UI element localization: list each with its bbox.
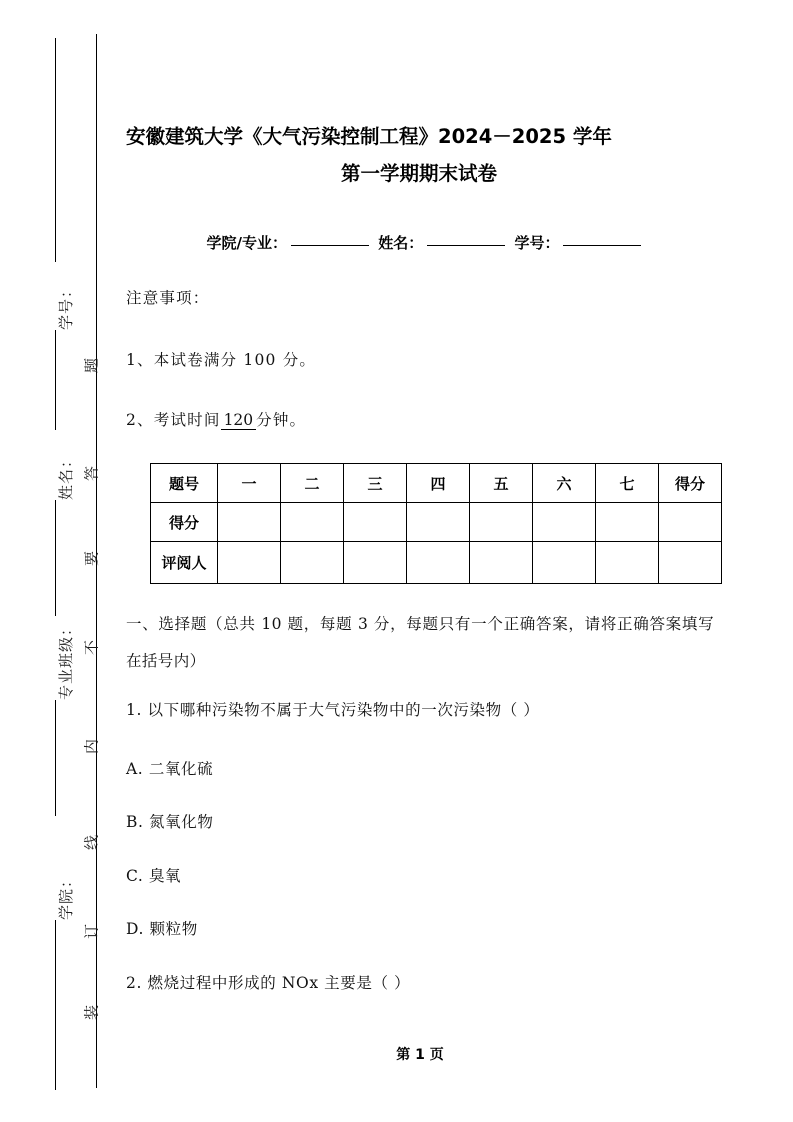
- title-line-1: 安徽建筑大学《大气污染控制工程》2024－2025 学年: [126, 125, 612, 148]
- reviewer-cell[interactable]: [533, 542, 596, 584]
- reviewer-cell[interactable]: [659, 542, 722, 584]
- table-row: [151, 503, 722, 542]
- college-major-label: 学院/专业：: [206, 234, 287, 252]
- seal-char-yao: 要: [82, 551, 101, 567]
- seal-char-nei: 内: [82, 739, 101, 755]
- score-table-header-cell: 五: [470, 464, 533, 503]
- score-table-header-cell: 二: [281, 464, 344, 503]
- question-1-option-b[interactable]: B. 氮氧化物: [126, 813, 214, 831]
- page-number-footer: 第 1 页: [396, 1047, 444, 1063]
- question-1-option-a[interactable]: A. 二氧化硫: [126, 760, 214, 778]
- student-id-label: 学号：: [514, 234, 560, 252]
- seal-char-zhuang: 装: [82, 1005, 101, 1021]
- seal-char-bu: 不: [82, 640, 101, 656]
- name-blank[interactable]: [427, 245, 505, 246]
- score-table-header-cell: 四: [407, 464, 470, 503]
- question-1-option-c[interactable]: C. 臭氧: [126, 867, 182, 885]
- score-table-header-cell: 六: [533, 464, 596, 503]
- seal-outer-rule-segment-4: [55, 700, 56, 816]
- college-major-blank[interactable]: [291, 245, 369, 246]
- notice-item-2: [126, 408, 306, 430]
- seal-outer-rule-segment-5: [55, 920, 56, 1090]
- seal-outer-rule-segment-2: [55, 330, 56, 430]
- seal-char-da: 答: [82, 466, 101, 482]
- table-row: [151, 542, 722, 584]
- score-cell[interactable]: [407, 503, 470, 542]
- seal-outer-rule-segment-3: [55, 500, 56, 616]
- seal-label-college: 学院：: [57, 871, 75, 920]
- table-header-row: [151, 464, 722, 503]
- score-cell[interactable]: [659, 503, 722, 542]
- exam-duration-value[interactable]: 120: [221, 411, 257, 430]
- reviewer-cell[interactable]: [407, 542, 470, 584]
- reviewer-cell[interactable]: [596, 542, 659, 584]
- seal-label-name: 姓名：: [57, 451, 75, 500]
- question-1-option-d[interactable]: D. 颗粒物: [126, 920, 198, 938]
- notice-2-suffix: 分钟。: [256, 411, 307, 429]
- score-table: [150, 463, 722, 584]
- score-cell[interactable]: [218, 503, 281, 542]
- notice-item-1: 1、本试卷满分 100 分。: [126, 351, 317, 369]
- question-1-text: 1. 以下哪种污染物不属于大气污染物中的一次污染物（ ）: [126, 701, 540, 719]
- student-info-line: [136, 232, 716, 253]
- notices-heading: 注意事项：: [126, 289, 210, 307]
- notice-2-prefix: 2、考试时间: [126, 411, 221, 429]
- seal-label-student-id: 学号：: [57, 281, 75, 330]
- score-cell[interactable]: [470, 503, 533, 542]
- reviewer-cell[interactable]: [218, 542, 281, 584]
- section-1-heading: 一、选择题（总共 10 题，每题 3 分，每题只有一个正确答案，请将正确答案填写在括号内）: [126, 615, 714, 670]
- score-cell[interactable]: [533, 503, 596, 542]
- question-2-text: 2. 燃烧过程中形成的 NOx 主要是（ ）: [126, 974, 411, 992]
- score-table-header-cell: 题号: [151, 464, 218, 503]
- exam-paper-body: [126, 0, 726, 1122]
- score-row-label: 得分: [151, 503, 218, 542]
- seal-outer-rule-segment-1: [55, 38, 56, 262]
- seal-char-xian: 线: [82, 835, 101, 851]
- score-cell[interactable]: [344, 503, 407, 542]
- reviewer-cell[interactable]: [470, 542, 533, 584]
- score-table-header-cell: 三: [344, 464, 407, 503]
- score-cell[interactable]: [281, 503, 344, 542]
- reviewer-cell[interactable]: [344, 542, 407, 584]
- score-table-header-cell: 一: [218, 464, 281, 503]
- score-table-header-cell: 得分: [659, 464, 722, 503]
- name-label: 姓名：: [378, 234, 424, 252]
- reviewer-cell[interactable]: [281, 542, 344, 584]
- seal-line-band: [0, 0, 110, 1122]
- page-title: [126, 118, 712, 192]
- title-line-2: 第一学期期末试卷: [340, 162, 497, 185]
- score-cell[interactable]: [596, 503, 659, 542]
- score-row-label: 评阅人: [151, 542, 218, 584]
- seal-char-ding: 订: [82, 924, 101, 940]
- seal-label-major-class: 专业班级：: [57, 619, 75, 700]
- score-table-header-cell: 七: [596, 464, 659, 503]
- seal-char-ti: 题: [82, 358, 101, 374]
- student-id-blank[interactable]: [563, 245, 641, 246]
